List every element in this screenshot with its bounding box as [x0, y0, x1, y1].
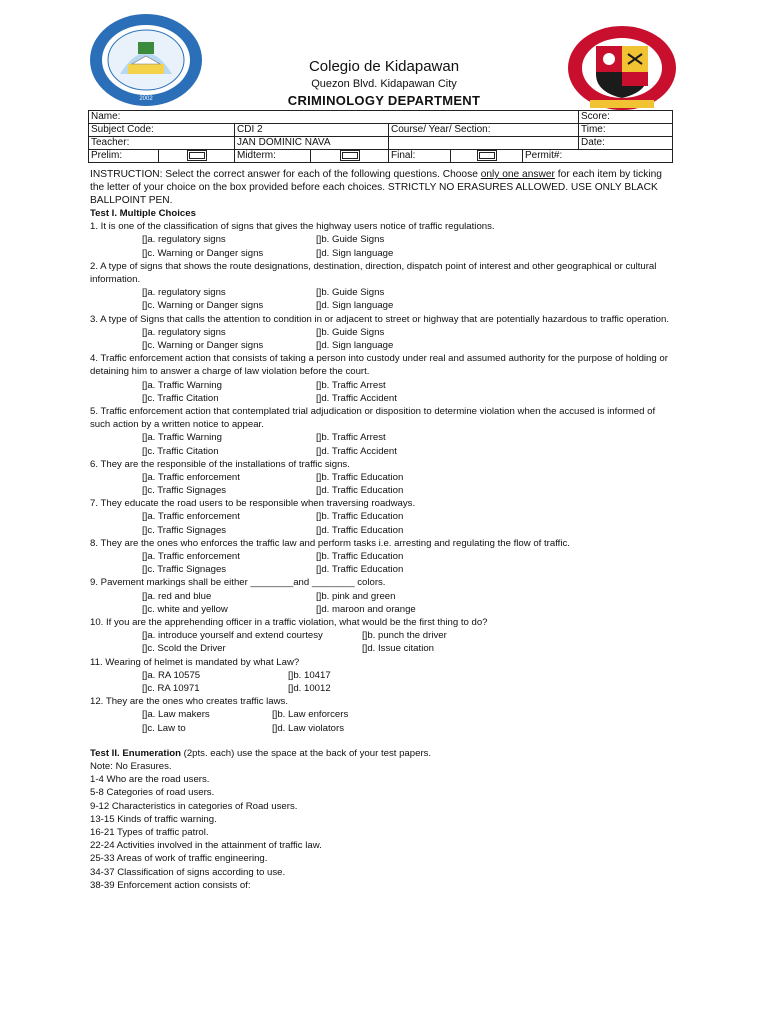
- question-9: [90, 576, 672, 616]
- option-a[interactable]: []a. Traffic enforcement: [142, 471, 240, 483]
- final-label: Final:: [389, 150, 451, 163]
- question-text: 5. Traffic enforcement action that contemplated trial adjudication or disposition to determine violation when the accused is informed of such action by a written notice to appear.: [90, 405, 656, 431]
- test2-note: Note: No Erasures.: [90, 760, 172, 772]
- course-year-section-cell[interactable]: [389, 124, 579, 137]
- school-address: Quezon Blvd. Kidapawan City: [311, 78, 457, 90]
- option-row: [90, 431, 672, 444]
- option-row: [90, 629, 672, 642]
- option-a[interactable]: []a. Traffic enforcement: [142, 551, 240, 563]
- option-row: [90, 563, 672, 576]
- option-a[interactable]: []a. Traffic enforcement: [142, 511, 240, 523]
- option-b[interactable]: []b. Guide Signs: [316, 326, 385, 338]
- subject-code-value: CDI 2: [235, 124, 389, 137]
- score-label: Score:: [581, 111, 610, 122]
- option-row: [90, 286, 672, 299]
- prelim-label: Prelim:: [89, 150, 159, 163]
- option-c[interactable]: []c. Warning or Danger signs: [142, 247, 264, 259]
- option-a[interactable]: []a. RA 10575: [142, 669, 201, 681]
- option-c[interactable]: []c. Scold the Driver: [142, 643, 226, 655]
- exam-content: [90, 168, 672, 892]
- option-row: [90, 484, 672, 497]
- question-11: [90, 656, 672, 696]
- question-7: [90, 497, 672, 537]
- enumeration-item: 1-4 Who are the road users.: [90, 774, 210, 786]
- enumeration-item: 16-21 Types of traffic patrol.: [90, 826, 209, 838]
- enumeration-item: 9-12 Characteristics in categories of Road users.: [90, 800, 298, 812]
- question-2: [90, 260, 672, 313]
- option-a[interactable]: []a. regulatory signs: [142, 234, 226, 246]
- midterm-checkbox-cell[interactable]: [311, 150, 389, 163]
- instruction-emphasis: only one answer: [480, 169, 555, 180]
- option-row: [90, 326, 672, 339]
- option-row: [90, 603, 672, 616]
- question-text: 2. A type of signs that shows the route designations, destination, direction, dispatch point of interest and other geographical or cultural information.: [90, 260, 657, 285]
- permit-cell[interactable]: [523, 150, 673, 163]
- midterm-label: Midterm:: [235, 150, 311, 163]
- option-c[interactable]: []c. Law to: [142, 722, 186, 734]
- question-5: [90, 405, 672, 458]
- question-text: 10. If you are the apprehending officer in a traffic violation, what would be the first thing to do?: [90, 617, 488, 629]
- option-c[interactable]: []c. Warning or Danger signs: [142, 339, 264, 351]
- question-1: [90, 220, 672, 260]
- option-row: [90, 339, 672, 352]
- enumeration-item: 38-39 Enforcement action consists of:: [90, 879, 251, 891]
- option-a[interactable]: []a. regulatory signs: [142, 287, 226, 299]
- option-a[interactable]: []a. Traffic Warning: [142, 432, 222, 444]
- prelim-checkbox[interactable]: [187, 150, 207, 161]
- teacher-value: JAN DOMINIC NAVA: [235, 137, 389, 150]
- option-b[interactable]: []b. Traffic Arrest: [316, 379, 386, 391]
- option-row: [90, 669, 672, 682]
- enumeration-item: 13-15 Kinds of traffic warning.: [90, 813, 217, 825]
- option-row: [90, 233, 672, 246]
- option-d[interactable]: []d. Traffic Accident: [316, 392, 397, 404]
- option-b[interactable]: []b. pink and green: [316, 590, 396, 602]
- instruction-text-rest: for each item by ticking the letter of your choice on the box provided before each choices. STRICTLY NO ERASURES ALLOWED. USE ONLY BLACK BALLPOINT PEN.: [90, 169, 662, 206]
- final-checkbox-cell[interactable]: [451, 150, 523, 163]
- name-label: Name:: [91, 111, 121, 122]
- blank-cell: [389, 137, 579, 150]
- course-label: Course/ Year/ Section:: [391, 124, 491, 135]
- question-text: 12. They are the ones who creates traffic laws.: [90, 696, 289, 708]
- option-d[interactable]: []d. maroon and orange: [316, 603, 416, 615]
- option-b[interactable]: []b. Traffic Arrest: [316, 432, 386, 444]
- test2-subtitle: (2pts. each) use the space at the back of your test papers.: [180, 747, 432, 759]
- option-row: [90, 550, 672, 563]
- time-label: Time:: [581, 124, 606, 135]
- option-b[interactable]: []b. Traffic Education: [316, 471, 404, 483]
- option-row: [90, 247, 672, 260]
- option-b[interactable]: []b. 10417: [288, 669, 331, 681]
- option-c[interactable]: []c. Traffic Signages: [142, 564, 227, 576]
- enumeration-item: 25-33 Areas of work of traffic engineering.: [90, 853, 268, 865]
- option-row: [90, 392, 672, 405]
- option-row: [90, 590, 672, 603]
- option-a[interactable]: []a. introduce yourself and extend courtesy: [142, 630, 323, 642]
- option-row: [90, 642, 672, 655]
- prelim-checkbox-cell[interactable]: [159, 150, 235, 163]
- option-b[interactable]: []b. Traffic Education: [316, 551, 404, 563]
- option-a[interactable]: []a. regulatory signs: [142, 326, 226, 338]
- option-c[interactable]: []c. Traffic Citation: [142, 392, 219, 404]
- question-text: 3. A type of Signs that calls the attention to condition in or adjacent to street or highway that are potentially hazardous to traffic operation.: [90, 313, 670, 325]
- option-row: [90, 524, 672, 537]
- option-c[interactable]: []c. Traffic Signages: [142, 485, 227, 497]
- option-b[interactable]: []b. punch the driver: [362, 630, 447, 642]
- option-row: [90, 722, 672, 735]
- option-d[interactable]: []d. Traffic Accident: [316, 445, 397, 457]
- option-c[interactable]: []c. Traffic Signages: [142, 524, 227, 536]
- svg-text:2002: 2002: [139, 96, 153, 102]
- final-checkbox[interactable]: [477, 150, 497, 161]
- option-a[interactable]: []a. Law makers: [142, 709, 210, 721]
- page-header: [0, 0, 768, 110]
- option-c[interactable]: []c. white and yellow: [142, 603, 228, 615]
- option-d[interactable]: []d. Issue citation: [362, 643, 434, 655]
- student-info-table: [88, 110, 673, 163]
- date-cell[interactable]: [579, 137, 673, 150]
- question-3: [90, 313, 672, 353]
- question-list: [90, 220, 672, 735]
- question-text: 1. It is one of the classification of signs that gives the highway users notice of traffic regulations.: [90, 221, 495, 233]
- question-10: [90, 616, 672, 656]
- option-b[interactable]: []b. Traffic Education: [316, 511, 404, 523]
- enumeration-item: 5-8 Categories of road users.: [90, 787, 215, 799]
- question-text: 11. Wearing of helmet is mandated by what Law?: [90, 656, 300, 668]
- option-row: [90, 471, 672, 484]
- option-d[interactable]: []d. Law violators: [272, 722, 344, 734]
- time-cell[interactable]: [579, 124, 673, 137]
- option-c[interactable]: []c. Warning or Danger signs: [142, 300, 264, 312]
- question-6: [90, 458, 672, 498]
- option-d[interactable]: []d. Sign language: [316, 339, 394, 351]
- option-a[interactable]: []a. red and blue: [142, 590, 212, 602]
- option-d[interactable]: []d. Traffic Education: [316, 485, 404, 497]
- option-d[interactable]: []d. Traffic Education: [316, 524, 404, 536]
- date-label: Date:: [581, 137, 605, 148]
- question-4: [90, 352, 672, 405]
- enumeration-list: [90, 773, 672, 892]
- option-b[interactable]: []b. Guide Signs: [316, 287, 385, 299]
- option-row: [90, 445, 672, 458]
- midterm-checkbox[interactable]: [340, 150, 360, 161]
- enumeration-item: 22-24 Activities involved in the attainment of traffic law.: [90, 840, 322, 852]
- test2-title: Test II. Enumeration: [90, 747, 181, 759]
- option-d[interactable]: []d. 10012: [288, 682, 331, 694]
- option-row: [90, 379, 672, 392]
- department-title: CRIMINOLOGY DEPARTMENT: [287, 93, 481, 108]
- option-row: [90, 510, 672, 523]
- instructions: [90, 168, 672, 207]
- question-text: 9. Pavement markings shall be either ________and ________ colors.: [90, 577, 386, 589]
- option-c[interactable]: []c. RA 10971: [142, 682, 200, 694]
- option-d[interactable]: []d. Traffic Education: [316, 564, 404, 576]
- test1-title: Test I. Multiple Choices: [90, 208, 196, 219]
- question-text: 8. They are the ones who enforces the traffic law and perform tasks i.e. arresting and regulating the flow of traffic.: [90, 537, 570, 549]
- question-text: 7. They educate the road users to be responsible when traversing roadways.: [90, 498, 416, 510]
- option-row: [90, 708, 672, 721]
- option-a[interactable]: []a. Traffic Warning: [142, 379, 222, 391]
- score-cell[interactable]: [579, 111, 673, 124]
- option-d[interactable]: []d. Sign language: [316, 300, 394, 312]
- option-row: [90, 299, 672, 312]
- question-text: 4. Traffic enforcement action that consists of taking a person into custody under real and assumed authority for the purpose of holding or detaining him to answer a charge of law violation before the court.: [90, 353, 668, 378]
- option-d[interactable]: []d. Sign language: [316, 247, 394, 259]
- school-name: Colegio de Kidapawan: [308, 58, 460, 75]
- question-12: [90, 695, 672, 735]
- permit-label: Permit#:: [525, 150, 563, 162]
- option-row: [90, 682, 672, 695]
- instruction-text: INSTRUCTION: Select the correct answer for each of the following questions. Choose: [90, 169, 481, 180]
- question-8: [90, 537, 672, 577]
- test2-section: [90, 747, 672, 892]
- option-b[interactable]: []b. Law enforcers: [272, 709, 349, 721]
- subject-code-label: Subject Code:: [89, 124, 235, 137]
- name-cell[interactable]: [89, 111, 579, 124]
- option-b[interactable]: []b. Guide Signs: [316, 234, 385, 246]
- teacher-label: Teacher:: [89, 137, 235, 150]
- question-text: 6. They are the responsible of the installations of traffic signs.: [90, 458, 350, 470]
- option-c[interactable]: []c. Traffic Citation: [142, 445, 219, 457]
- enumeration-item: 34-37 Classification of signs according to use.: [90, 866, 286, 878]
